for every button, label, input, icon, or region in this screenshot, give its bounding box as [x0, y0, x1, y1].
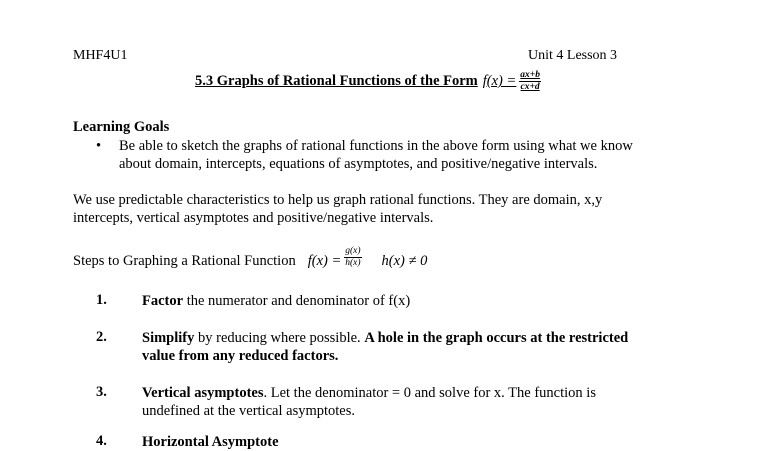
step-1-bold: Factor — [142, 293, 184, 309]
step-3-text — [142, 384, 742, 420]
title-fx: f(x) = — [482, 73, 517, 89]
step-2-bold2: A hole in the graph occurs at the restricted — [364, 330, 629, 346]
step-4-bold: Horizontal Asymptote — [142, 434, 279, 450]
step-2-line2: value from any reduced factors. — [142, 348, 339, 364]
intro-line2: intercepts, vertical asymptotes and positive/negative intervals. — [73, 210, 434, 226]
title-denominator: cx+d — [520, 82, 540, 92]
step-4-text — [142, 433, 742, 451]
step-1-text — [142, 292, 742, 310]
title-text: 5.3 Graphs of Rational Functions of the Form — [195, 73, 478, 89]
steps-heading — [73, 244, 427, 270]
step-1-number: 1. — [96, 292, 107, 308]
page-title — [195, 70, 541, 93]
learning-goal-line2: about domain, intercepts, equations of asymptotes, and positive/negative intervals. — [119, 156, 598, 172]
step-2-bold: Simplify — [142, 330, 195, 346]
title-fraction — [519, 70, 541, 93]
steps-numerator: g(x) — [345, 245, 361, 256]
step-3-line2: undefined at the vertical asymptotes. — [142, 403, 355, 419]
step-3-bold: Vertical asymptotes — [142, 385, 264, 401]
lesson-label: Unit 4 Lesson 3 — [528, 48, 618, 63]
steps-denominator: h(x) — [345, 257, 361, 268]
title-numerator: ax+b — [520, 70, 540, 80]
step-2-text — [142, 329, 742, 365]
step-2-rest: by reducing where possible. — [194, 330, 365, 346]
steps-fx: f(x) = — [307, 253, 342, 269]
course-code: MHF4U1 — [73, 48, 128, 63]
steps-fraction — [344, 246, 361, 269]
learning-goal-line1: Be able to sketch the graphs of rational functions in the above form using what we know — [119, 138, 633, 154]
step-3-rest: . Let the denominator = 0 and solve for x. The function is — [263, 385, 596, 401]
intro-line1: We use predictable characteristics to help us graph rational functions. They are domain, x,y — [73, 192, 603, 208]
step-1-rest: the numerator and denominator of f(x) — [183, 293, 411, 309]
step-3-number: 3. — [96, 384, 107, 400]
bullet-icon: • — [96, 138, 102, 154]
step-4-number: 4. — [96, 433, 107, 449]
step-2-number: 2. — [96, 329, 107, 345]
steps-condition: h(x) ≠ 0 — [381, 253, 428, 269]
steps-heading-text: Steps to Graphing a Rational Function — [73, 253, 296, 269]
learning-goals-heading: Learning Goals — [73, 119, 170, 135]
